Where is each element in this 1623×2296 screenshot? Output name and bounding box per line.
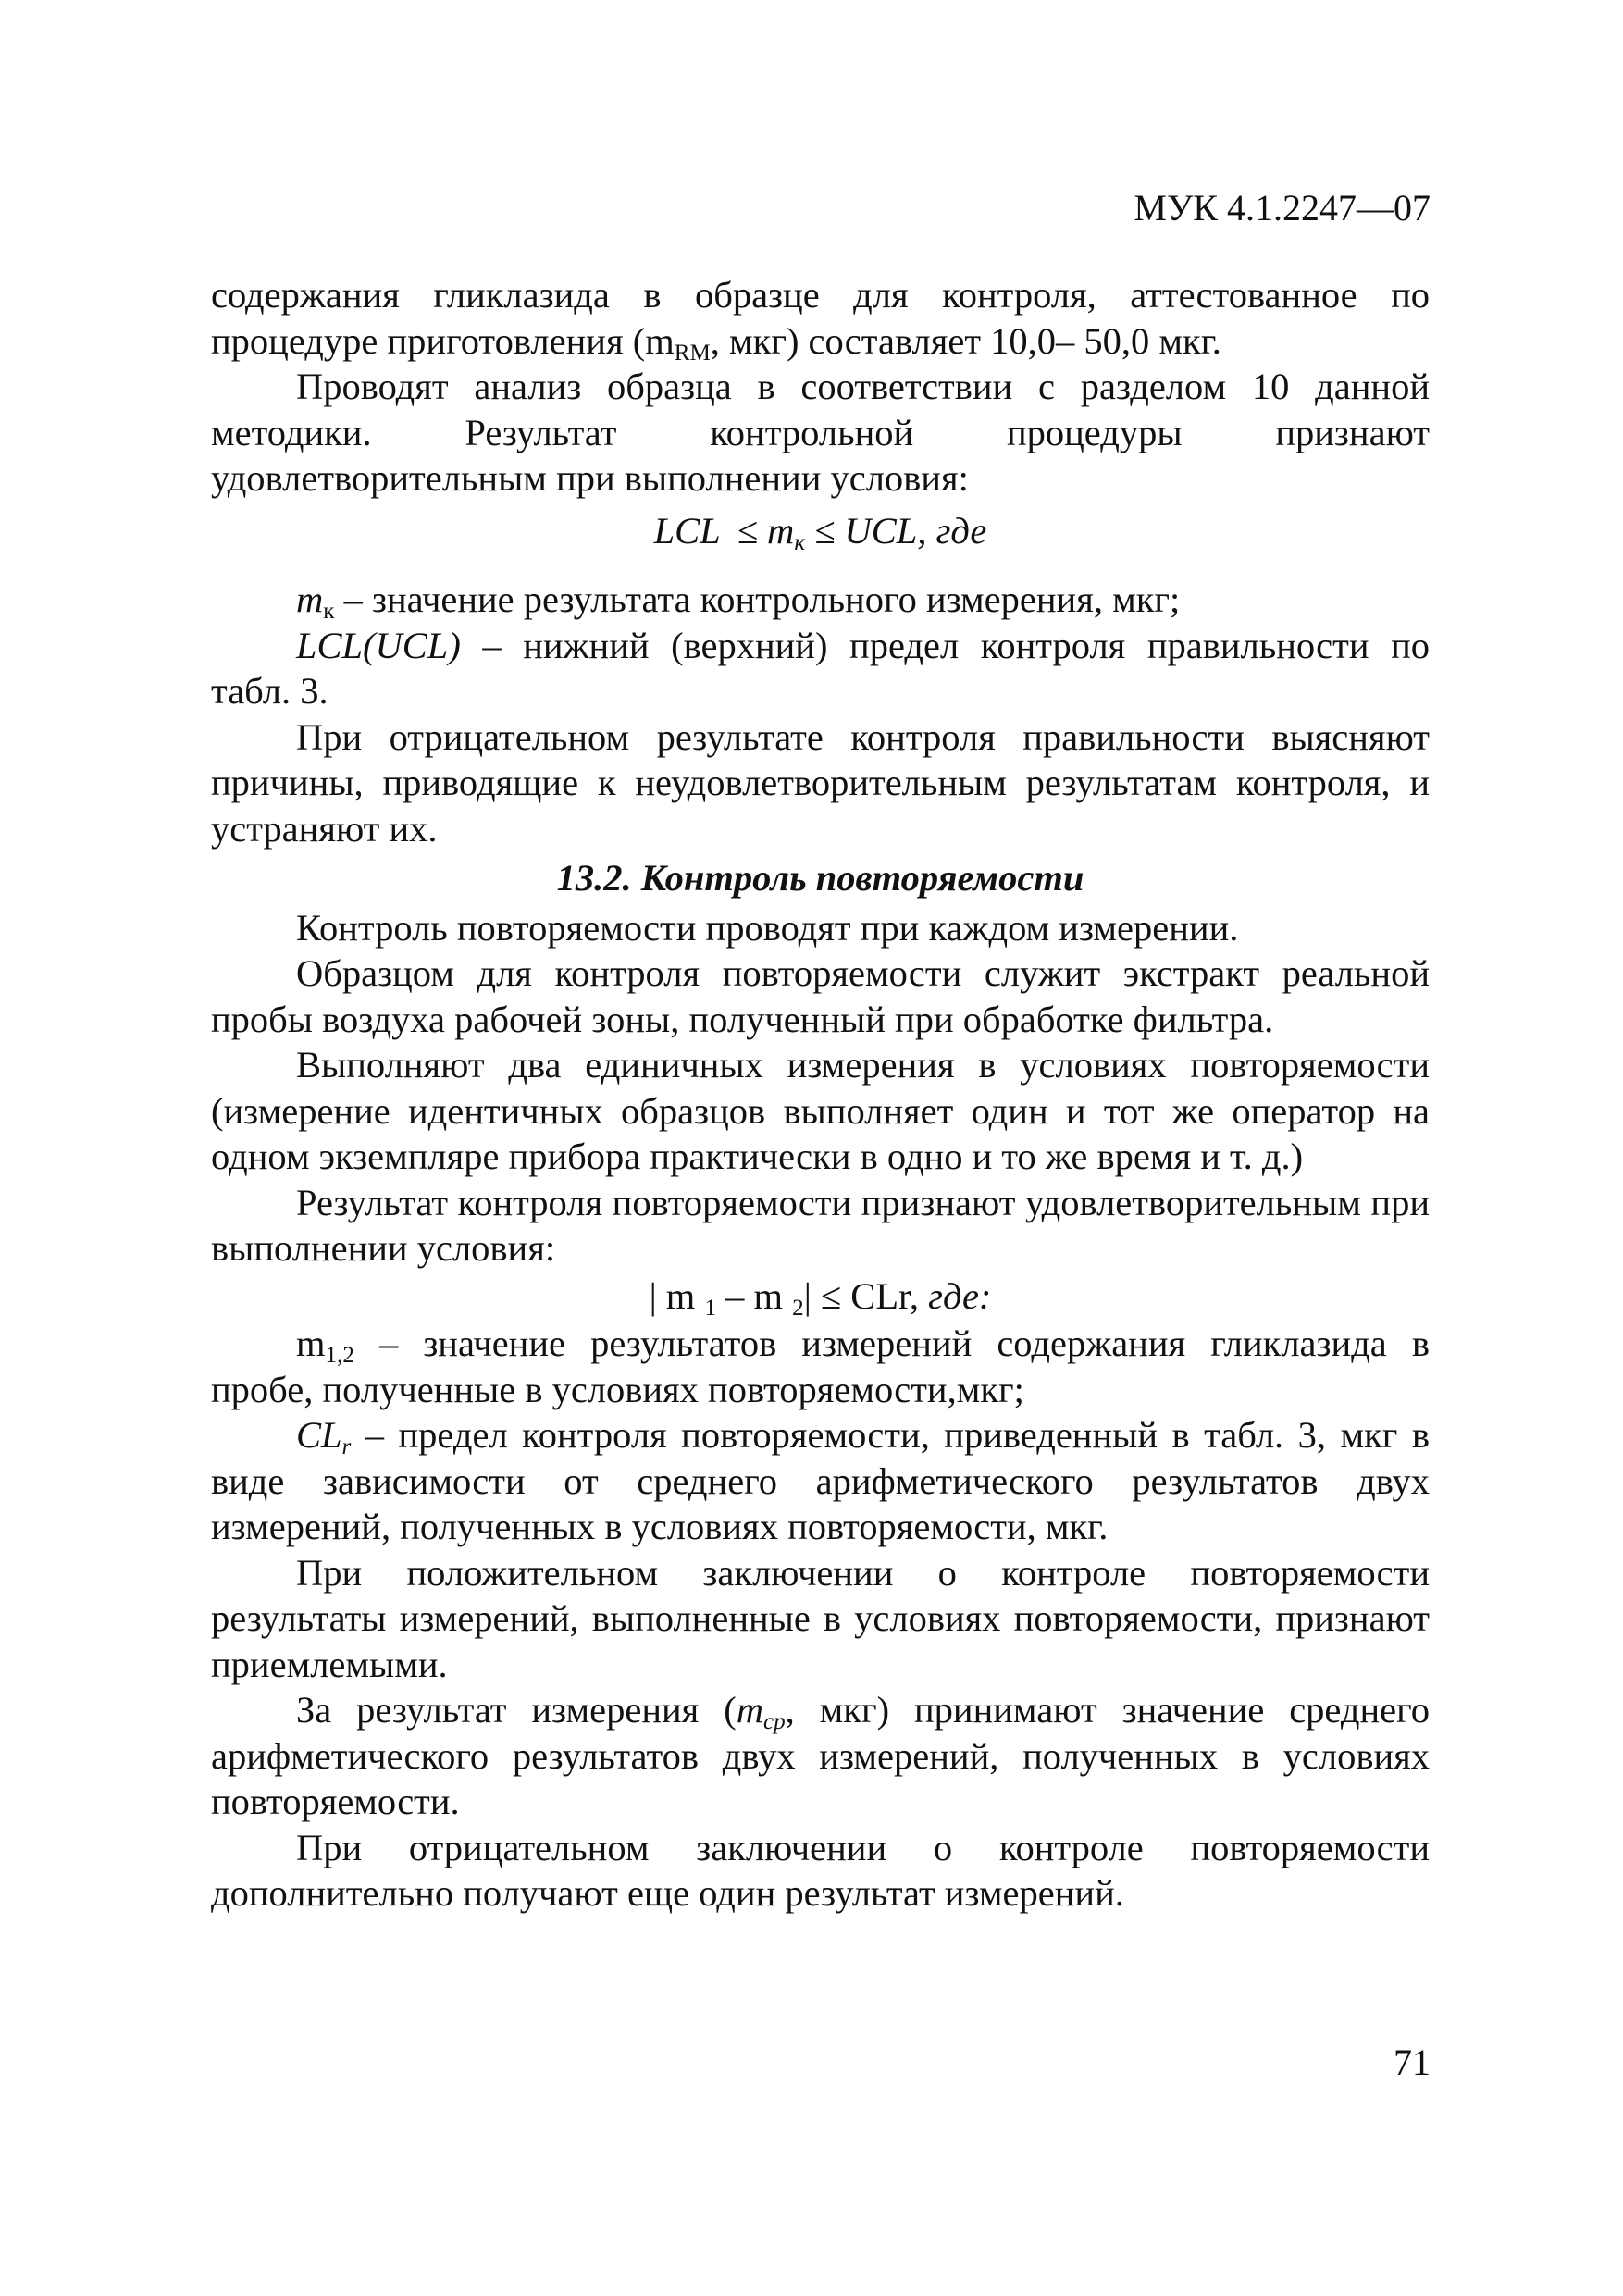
subscript: 2 bbox=[792, 1295, 804, 1321]
formula-repeatability-condition bbox=[211, 1273, 1430, 1320]
page-number: 71 bbox=[1394, 2042, 1431, 2083]
symbol-m12: m bbox=[296, 1322, 326, 1364]
subscript: r bbox=[341, 1434, 352, 1460]
paragraph-lcl-definition bbox=[211, 623, 1430, 714]
formula-ucl: ≤ UCL, где bbox=[814, 509, 987, 552]
paragraph-positive-conclusion: При положительном заключении о контроле повторяемости результаты измерений, выполненные в условиях повторяемости, признают приемлемыми. bbox=[211, 1551, 1430, 1685]
paragraph-negative-conclusion: При отрицательном заключении о контроле повторяемости дополнительно получают еще один результат измерений. bbox=[211, 1826, 1430, 1914]
formula-part: – m bbox=[716, 1274, 793, 1317]
paragraph-mk-definition bbox=[211, 577, 1430, 623]
paragraph-text: – значение результатов измерений содержания гликлазида в пробе, полученные в условиях повторяемости,мкг; bbox=[211, 1322, 1430, 1410]
paragraph-text: содержания гликлазида в образце для контроля, аттестованное по процедуре приготовления (m bbox=[211, 274, 1430, 362]
symbol-mk: m bbox=[296, 578, 324, 620]
subscript: к bbox=[794, 529, 806, 555]
paragraph-text: – предел контроля повторяемости, приведенный в табл. 3, мкг в виде зависимости от среднего арифметического результатов двух измерений, полученных в условиях повторяемости, мкг. bbox=[211, 1414, 1430, 1547]
subscript: 1 bbox=[704, 1295, 717, 1321]
symbol-clr: CL bbox=[296, 1414, 342, 1456]
paragraph-measurement-result bbox=[211, 1687, 1430, 1825]
formula-part: | ≤ CLr, bbox=[803, 1274, 929, 1317]
symbol-mcp: m bbox=[736, 1689, 763, 1731]
paragraph-sample: Образцом для контроля повторяемости служит экстракт реальной пробы воздуха рабочей зоны, полученный при обработке фильтра. bbox=[211, 952, 1430, 1040]
subscript: 1,2 bbox=[325, 1343, 354, 1369]
paragraph-reference-value bbox=[211, 272, 1430, 364]
paragraph-text: – нижний (верхний) предел контроля правильности по табл. 3. bbox=[211, 624, 1430, 712]
document-code: МУК 4.1.2247—07 bbox=[1134, 187, 1431, 229]
paragraph-negative-result: При отрицательном результате контроля правильности выясняют причины, приводящие к неудовлетворительным результатам контроля, и устраняют их. bbox=[211, 715, 1430, 850]
paragraph-text: , мкг) составляет 10,0– 50,0 мкг. bbox=[710, 319, 1221, 362]
formula-where: где: bbox=[928, 1274, 992, 1317]
paragraph-clr-definition bbox=[211, 1412, 1430, 1550]
formula-le: ≤ m bbox=[737, 509, 795, 552]
paragraph-repeatability-result: Результат контроля повторяемости признают удовлетворительным при выполнении условия: bbox=[211, 1181, 1430, 1269]
paragraph-text: За результат измерения ( bbox=[296, 1689, 737, 1731]
paragraph-repeatability-control: Контроль повторяемости проводят при каждом измерении. bbox=[296, 906, 1239, 949]
subscript: к bbox=[323, 599, 335, 625]
formula-lcl: LCL bbox=[653, 509, 721, 552]
section-heading: 13.2. Контроль повторяемости bbox=[556, 857, 1084, 899]
subscript: ср bbox=[762, 1709, 786, 1735]
paragraph-text: , мкг) принимают значение среднего арифметического результатов двух измерений, полученных в условиях повторяемости. bbox=[211, 1689, 1430, 1822]
paragraph-analysis: Проводят анализ образца в соответствии с разделом 10 данной методики. Результат контрольной процедуры признают удовлетворительным при выполнении условия: bbox=[211, 366, 1430, 499]
body-text bbox=[211, 272, 1430, 1917]
paragraph-text: – значение результата контрольного измерения, мкг; bbox=[334, 578, 1181, 620]
paragraph-m12-definition bbox=[211, 1321, 1430, 1412]
formula-part: | m bbox=[649, 1274, 705, 1317]
paragraph-two-measurements: Выполняют два единичных измерения в условиях повторяемости (измерение идентичных образцов выполняет один и тот же оператор на одном экземпляре прибора практически в одно и то же время и т. д.) bbox=[211, 1044, 1430, 1177]
subscript: RM bbox=[674, 340, 711, 366]
symbol-lcl-ucl: LCL(UCL) bbox=[296, 624, 461, 666]
formula-trueness-condition bbox=[211, 508, 1430, 554]
